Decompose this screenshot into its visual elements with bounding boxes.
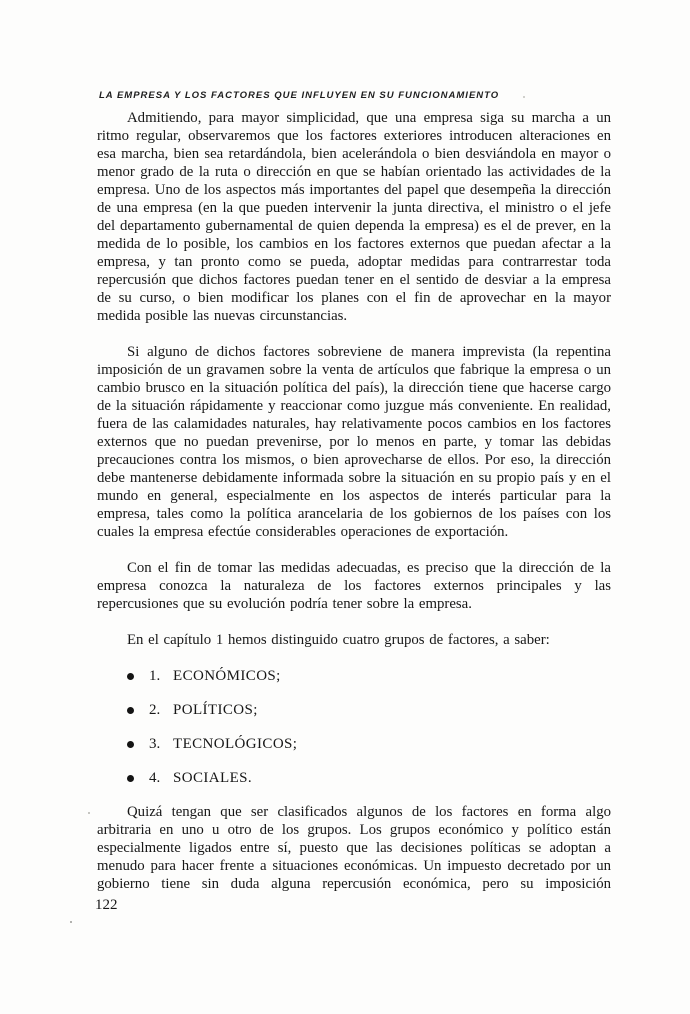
list-item-label: ECONÓMICOS; [173,668,281,684]
paragraph-si-alguno: Si alguno de dichos factores sobreviene de manera imprevista (la repentina imposición de un gravamen sobre la venta de artículos que fabrique la empresa o un cambio brusco en la situación política del país), la dirección tiene que hacerse cargo de la situación rápidamente y reaccionar como juzgue más conveniente. En realidad, fuera de las calamidades naturales, hay relativamente pocos cambios en los factores externos que no puedan prevenirse, por lo menos en parte, y tomar las debidas precauciones contra los mismos, o bien aprovecharse de ellos. Por eso, la dirección debe mantenerse debidamente informada sobre la situación en su propio país y en el mundo en general, especialmente en los aspectos de interés particular para la empresa, tales como la política arancelaria de los gobiernos de los países con los cuales la empresa efectúe considerables operaciones de exportación. [97,344,611,540]
list-item-tecnologicos [127,735,611,753]
bullet-icon [127,673,134,680]
bullet-icon [127,775,134,782]
paragraph-en-el-capitulo: En el capítulo 1 hemos distinguido cuatro grupos de factores, a saber: [127,632,550,648]
scan-speck [523,96,525,98]
factor-list [97,667,611,787]
paragraph-quiza: Quizá tengan que ser clasificados algunos de los factores en forma algo arbitraria en uno u otro de los grupos. Los grupos económico y político están especialmente ligados entre sí, puesto que las decisiones políticas se adoptan a menudo para hacer frente a situaciones económicas. Un impuesto decretado por un gobierno tiene sin duda alguna repercusión económica, pero su imposición [97,804,611,892]
list-item-number: 1. [149,668,161,684]
list-item-label: POLÍTICOS; [173,702,258,718]
page-number: 122 [95,897,118,913]
list-item-economicos [127,667,611,685]
list-item-number: 2. [149,702,161,718]
list-item-politicos [127,701,611,719]
list-item-label: TECNOLÓGICOS; [173,736,298,752]
bullet-icon [127,741,134,748]
bullet-icon [127,707,134,714]
paragraph-con-el-fin: Con el fin de tomar las medidas adecuadas, es preciso que la dirección de la empresa conozca la naturaleza de los factores externos principales y las repercusiones que su evolución podría tener sobre la empresa. [97,560,611,612]
running-header: LA EMPRESA Y LOS FACTORES QUE INFLUYEN EN SU FUNCIONAMIENTO [99,90,500,101]
paragraph-admitiendo: Admitiendo, para mayor simplicidad, que una empresa siga su marcha a un ritmo regular, observaremos que los factores exteriores introducen alteraciones en esa marcha, bien sea retardándola, bien acelerándola o bien desviándola en mayor o menor grado de la ruta o dirección en que se habían orientado las actividades de la empresa. Uno de los aspectos más importantes del papel que desempeña la dirección de una empresa (en la que pueden intervenir la junta directiva, el ministro o el jefe del departamento gubernamental de quien dependa la empresa) es el de prever, en la medida de lo posible, los cambios en los factores externos que puedan afectar a la empresa, y tan pronto como se pueda, adoptar medidas para contrarrestar toda repercusión que dichos factores puedan tener en el sentido de desviar a la empresa de su curso, o bien modificar los planes con el fin de aprovechar en la mayor medida posible las nuevas circunstancias. [97,110,611,324]
list-item-number: 3. [149,736,161,752]
scan-speck [70,921,72,923]
list-item-number: 4. [149,770,161,786]
list-item-label: SOCIALES. [173,770,253,786]
scan-speck [88,812,90,814]
list-item-sociales [127,769,611,787]
body-text [97,109,611,914]
